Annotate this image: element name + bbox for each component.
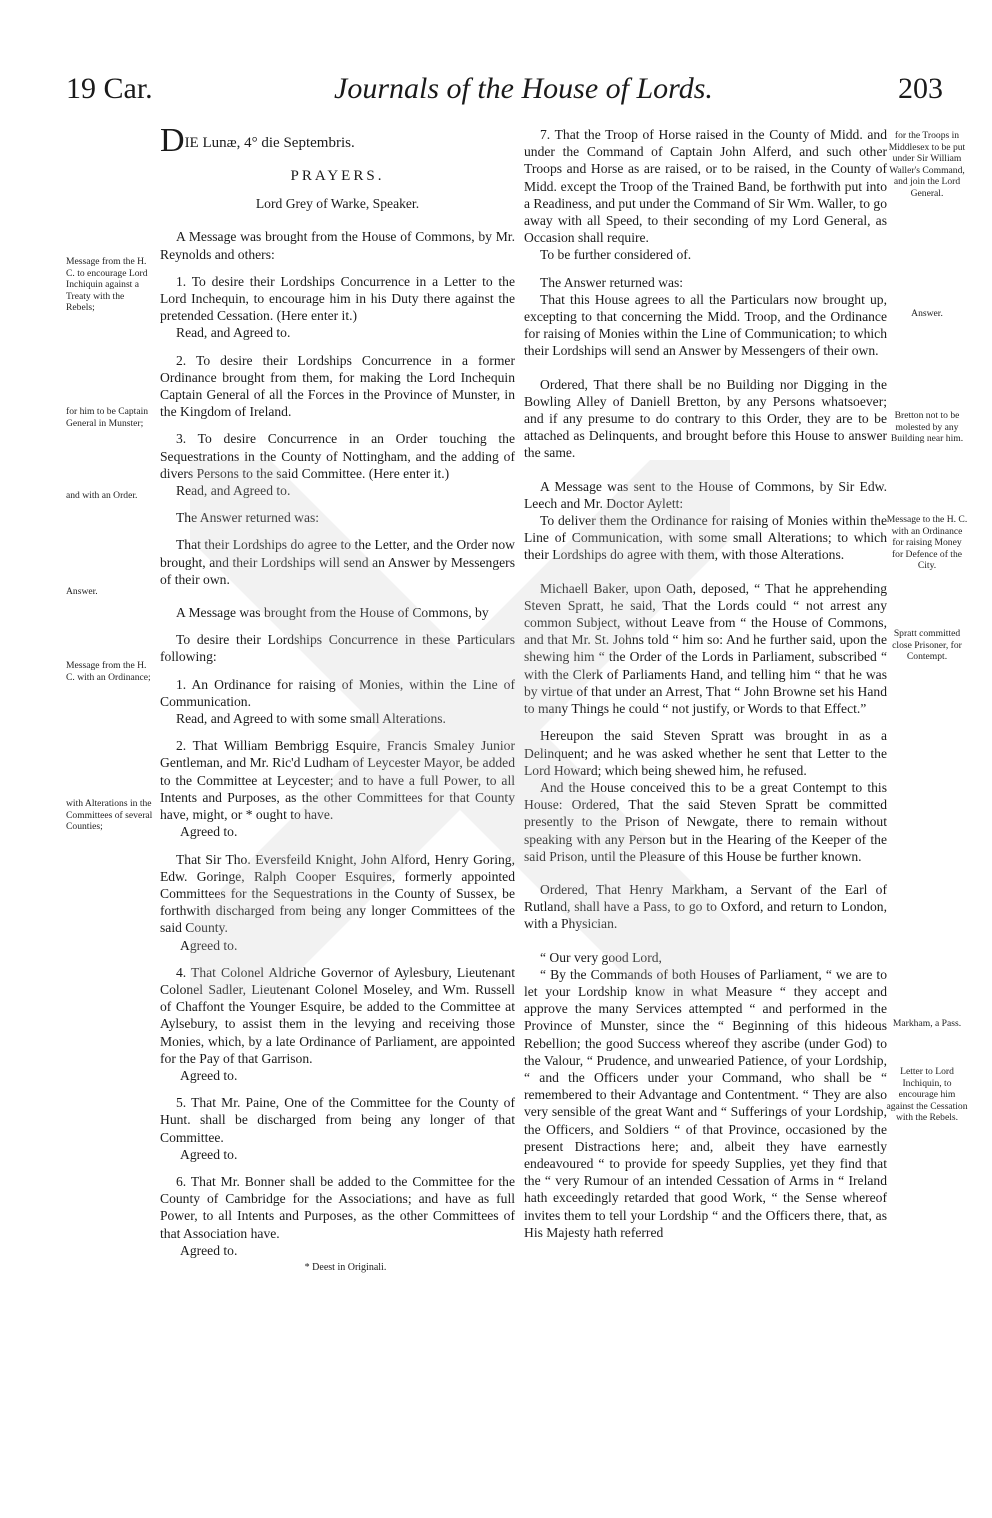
margin-note: Message to the H. C. with an Ordinance for raising Money for Defence of the City. xyxy=(886,514,968,571)
paragraph: 4. That Colonel Aldriche Governor of Aylesbury, Lieutenant Colonel Sadler, Lieutenant Colonel Moseley, and Wm. Russell of Chaffont the Younger Esquire, be added to the Committee at Aylsebury, to assist them in the levying and receiving those Monies, which, by a late Ordinance of Parliament, are appointed for the Pay of that Garrison. xyxy=(160,964,515,1066)
paragraph: Agreed to. xyxy=(180,937,238,953)
margin-note: and with an Order. xyxy=(66,490,138,501)
prayers-heading: PRAYERS. xyxy=(290,168,385,184)
drop-cap: D xyxy=(160,122,185,159)
paragraph: To desire their Lordships Concurrence in these Particulars following: xyxy=(160,632,515,665)
regnal-year: 19 Car. xyxy=(66,72,153,105)
paragraph: 2. That William Bembrigg Esquire, Francis Smaley Junior Gentleman, and Mr. Ric'd Ludham of Leycester Mayor, be added to the Committee at Leycester; and to have a full Power, to all Intents and Purposes, as the other Committees for that County have, might, or * ought to have. xyxy=(160,738,515,823)
paragraph: Hereupon the said Steven Spratt was brought in as a Delinquent; and he was asked whether he sent that Letter to the Lord Howard; which being shewed him, he refused. xyxy=(524,728,887,778)
paragraph: Ordered, That there shall be no Building nor Digging in the Bowling Alley of Daniell Bretton, by any Persons whatsoever; and if any presume to do contrary to this Order, they are to be attached as Delinquents, and brought before this House to answer the same. xyxy=(524,376,887,461)
paragraph: A Message was brought from the House of Commons, by Mr. Reynolds and others: xyxy=(160,229,515,262)
paragraph: Read, and Agreed to. xyxy=(176,325,291,341)
paragraph: 5. That Mr. Paine, One of the Committee for the County of Hunt. shall be discharged from being any longer of that Committee. xyxy=(160,1095,515,1145)
right-column xyxy=(524,126,887,1241)
margin-note: Answer. xyxy=(911,308,943,319)
paragraph: To deliver them the Ordinance for raising of Monies within the Line of Communication, with some small Alterations; to which their Lordships do agree with them, with those Alterations. xyxy=(524,513,887,563)
margin-note: for him to be Captain General in Munster; xyxy=(66,406,149,429)
running-header xyxy=(0,72,992,112)
margin-note: Spratt committed close Prisoner, for Contempt. xyxy=(892,628,962,662)
paragraph: The Answer returned was: xyxy=(540,274,684,290)
margin-note: for the Troops in Middlesex to be put under Sir William Waller's Command, and join the Lord General. xyxy=(888,130,966,199)
speaker-line: Lord Grey of Warke, Speaker. xyxy=(255,196,420,212)
page-number: 203 xyxy=(898,72,943,105)
journal-title: Journals of the House of Lords. xyxy=(334,72,713,105)
margin-note: Markham, a Pass. xyxy=(892,1018,962,1029)
footnote: * Deest in Originali. xyxy=(304,1261,387,1273)
margin-note: with Alterations in the Committees of several Counties; xyxy=(66,798,153,832)
left-column xyxy=(160,122,515,1276)
paragraph: 2. To desire their Lordships Concurrence in a former Ordinance brought from them, for making the Lord Inchequin Captain General of all the Forces in the Province of Munster, in the Kingdom of Ireland. xyxy=(160,352,515,420)
paragraph: That this House agrees to all the Particulars now brought up, excepting to that concerning the Midd. Troop, and the Ordinance for raising of Monies within the Line of Communication; to which their Lordships will send an Answer by Messengers of their own. xyxy=(524,291,887,359)
paragraph: Agreed to. xyxy=(180,1242,238,1258)
paragraph: Agreed to. xyxy=(180,1067,238,1083)
paragraph: That their Lordships do agree to the Letter, and the Order now brought, and their Lordships will send an Answer by Messengers of their own. xyxy=(160,537,515,587)
margin-note: Message from the H. C. to encourage Lord Inchiquin against a Treaty with the Rebels; xyxy=(66,256,148,313)
paragraph: Read, and Agreed to with some small Alterations. xyxy=(176,711,446,727)
margin-note: Answer. xyxy=(66,586,98,597)
paragraph: “ Our very good Lord, xyxy=(540,949,662,965)
margin-note: Bretton not to be molested by any Building near him. xyxy=(890,410,964,444)
margin-note: Letter to Lord Inchiquin, to encourage him against the Cessation with the Rebels. xyxy=(886,1066,968,1123)
paragraph: Agreed to. xyxy=(180,824,238,840)
paragraph: 1. An Ordinance for raising of Monies, within the Line of Communication. xyxy=(160,676,515,709)
paragraph: A Message was sent to the House of Commons, by Sir Edw. Leech and Mr. Doctor Aylett: xyxy=(524,478,887,511)
paragraph: To be further considered of. xyxy=(540,247,692,263)
paragraph: 6. That Mr. Bonner shall be added to the Committee for the County of Cambridge for the Associations; and have as full Power, to all Intents and Purposes, as the other Committees of that Association have. xyxy=(160,1173,515,1241)
paragraph: 7. That the Troop of Horse raised in the County of Midd. and under the Command of Captain John Alferd, and such other Troops and Horse as are raised, or to be raised, in the County of Midd. except the Troop of the Trained Band, be forthwith put into a Readiness, and put under the Command of Sir Wm. Waller, to go away with all Speed, to their seconding of my Lord General, as Occasion shall require. xyxy=(524,127,887,246)
paragraph: Michaell Baker, upon Oath, deposed, “ That he apprehending Steven Spratt, he said, That the Lords could “ not arrest any common Subject, without Leave from “ the House of Commons, and that Mr. St. Johns told “ him so: And he further said, upon the shewing him “ the Order of the Lords in Parliament, subscribed “ with the Clerk of Parliaments Hand, and telling him “ that he was by virtue of that under an Arrest, That “ John Browne set his Hand to many Things he could “ not justify, or Words to that Effect.” xyxy=(524,580,887,717)
date-heading xyxy=(160,122,515,159)
paragraph: Read, and Agreed to. xyxy=(176,483,291,499)
paragraph: Ordered, That Henry Markham, a Servant of the Earl of Rutland, shall have a Pass, to go to Oxford, and return to London, with a Physician. xyxy=(524,881,887,932)
paragraph: The Answer returned was: xyxy=(176,510,320,526)
date-text: IE Lunæ, 4° die Septembris. xyxy=(184,135,355,151)
paragraph: 3. To desire Concurrence in an Order touching the Sequestrations in the County of Nottingham, and the adding of divers Persons to the said Committee. (Here enter it.) xyxy=(160,431,515,481)
margin-note: Message from the H. C. with an Ordinance; xyxy=(66,660,151,683)
paragraph: That Sir Tho. Eversfeild Knight, John Alford, Henry Goring, Edw. Goringe, Ralph Cooper Esquires, formerly appointed Committees for the Sequestrations in the County of Sussex, be forthwith discharged from being any longer Committees of the said County. xyxy=(160,851,515,936)
paragraph: 1. To desire their Lordships Concurrence in a Letter to the Lord Inchequin, to encourage him in his Duty there against the pretended Cessation. (Here enter it.) xyxy=(160,273,515,324)
paragraph: And the House conceived this to be a great Contempt to this House: Ordered, That the said Steven Spratt be committed presently to the Prison of Newgate, there to remain without speaking with any Person but in the Hearing of the Keeper of the said Prison, until the Pleasure of this House be further known. xyxy=(524,779,887,864)
paragraph: A Message was brought from the House of Commons, by xyxy=(176,605,489,621)
paragraph: Agreed to. xyxy=(180,1146,238,1162)
paragraph: “ By the Commands of both Houses of Parliament, “ we are to let your Lordship know in what Measure “ they accept and approve the many Services attempted “ and performed in the Province of Munster, since the “ Beginning of this hideous Rebellion; the good Success whereof they ascribe (under God) to the Valour, “ Prudence, and unwearied Patience, of your Lordship, “ and the Officers under your Command, who shall be “ remembered to their Advantage and Contentment. “ They are also very sensible of the great Want and “ Sufferings of your Lordship, the Officers, and Soldiers “ of that Province, occasioned by the present Distractions here; and, albeit they have earnestly endeavoured “ to provide for speedy Supplies, yet they find that the “ very Rumour of an intended Cessation of Arms in “ Ireland hath exceedingly retarded that good Work, “ the Sense whereof invites them to tell your Lordship “ and the Officers there, that, as His Majesty hath referred xyxy=(524,966,887,1240)
